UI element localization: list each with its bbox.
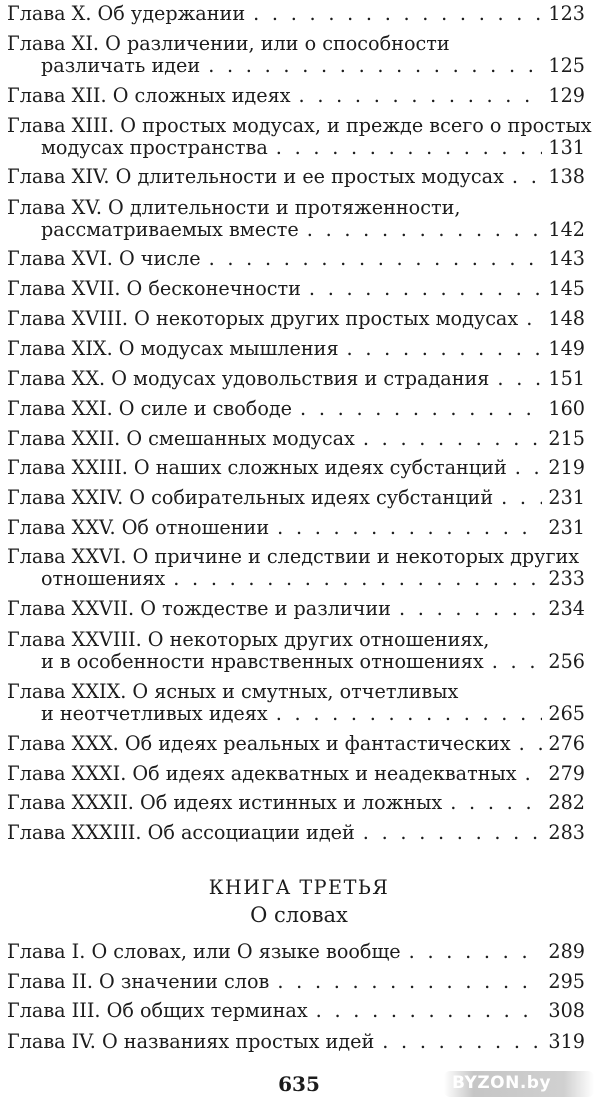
dot-leader <box>363 428 543 450</box>
toc-entry-page: 215 <box>548 427 585 450</box>
dot-leader <box>173 568 542 590</box>
toc-entry-title: рассматриваемых вместе <box>41 218 299 241</box>
toc-entry <box>7 546 585 590</box>
dot-leader <box>276 137 543 159</box>
dot-leader <box>515 457 543 479</box>
toc-entry-title: Глава XXXI. Об идеях адекватных и неадекватных <box>7 762 517 785</box>
toc-entry-page: 233 <box>548 567 585 590</box>
toc-entry <box>7 197 585 241</box>
toc-entry-title: Глава II. О значении слов <box>7 970 270 993</box>
toc-entry <box>7 457 585 479</box>
toc-entry <box>7 517 585 539</box>
toc-entry-title: различать идеи <box>41 54 201 77</box>
toc-entry-title: Глава XIX. О модусах мышления <box>7 337 339 360</box>
toc-entry-page: 145 <box>548 277 585 300</box>
book-heading: КНИГА ТРЕТЬЯ <box>208 876 390 899</box>
toc-entry-title: Глава III. Об общих терминах <box>7 999 308 1022</box>
toc-entry-page: 279 <box>548 762 585 785</box>
toc-entry-title: Глава I. О словах, или О языке вообще <box>7 940 401 963</box>
toc-entry-title: Глава XXVI. О причине и следствии и некоторых других <box>7 545 580 568</box>
toc-entry-title: Глава XII. О сложных идеях <box>7 84 291 107</box>
toc-entry-title: Глава XXVIII. О некоторых других отношениях, <box>7 628 490 651</box>
toc-entry <box>7 487 585 509</box>
toc-entry-title: Глава XXIII. О наших сложных идеях субстанций <box>7 456 507 479</box>
toc-entry-page: 295 <box>548 970 585 993</box>
toc-entry-page: 129 <box>548 84 585 107</box>
toc-entry-title: Глава XVI. О числе <box>7 247 201 270</box>
toc-entry-title: Глава XV. О длительности и протяженности, <box>7 196 461 219</box>
dot-leader <box>208 55 542 77</box>
dot-leader <box>525 763 543 785</box>
toc-entry-page: 289 <box>548 940 585 963</box>
dot-leader <box>209 248 543 270</box>
toc-entry-title: Глава XIII. О простых модусах, и прежде всего о простых <box>7 114 592 137</box>
toc-entry <box>7 1031 585 1053</box>
dot-leader <box>316 1000 543 1022</box>
watermark-text: BYZON.by <box>452 1073 552 1093</box>
toc-entry-page: 219 <box>548 456 585 479</box>
dot-leader <box>501 487 542 509</box>
dot-leader <box>519 733 543 755</box>
toc-entry <box>7 166 585 188</box>
toc-entry-title: Глава XXI. О силе и свободе <box>7 397 293 420</box>
toc-entry-page: 265 <box>548 702 585 725</box>
toc-entry <box>7 629 585 673</box>
dot-leader <box>497 368 542 390</box>
toc-entry-title: Глава XI. О различении, или о способности <box>7 32 450 55</box>
toc-entry <box>7 3 585 25</box>
toc-entry <box>7 1000 585 1022</box>
toc-entry <box>7 114 592 159</box>
toc-entry-page: 231 <box>548 486 585 509</box>
toc-entry <box>7 941 585 963</box>
toc-entry <box>7 733 585 755</box>
toc-entry <box>7 368 585 390</box>
dot-leader <box>276 703 543 725</box>
toc-entry <box>7 763 585 785</box>
toc-entry-title: Глава XX. О модусах удовольствия и страдания <box>7 367 490 390</box>
dot-leader <box>347 338 543 360</box>
toc-entry-page: 123 <box>548 2 585 25</box>
dot-leader <box>409 941 543 963</box>
page-number: 635 <box>278 1072 320 1096</box>
toc-entry-page: 319 <box>548 1030 585 1053</box>
toc-entry <box>7 338 585 360</box>
toc-entry <box>7 598 585 620</box>
dot-leader <box>253 3 542 25</box>
dot-leader <box>307 219 543 241</box>
toc-entry-title: Глава XXII. О смешанных модусах <box>7 427 355 450</box>
toc-entry-page: 234 <box>548 597 585 620</box>
toc-entry-page: 148 <box>548 307 585 330</box>
toc-entry-title: Глава XXVII. О тождестве и различии <box>7 597 391 620</box>
toc-entry-page: 282 <box>548 791 585 814</box>
toc-entry-page: 160 <box>548 397 585 420</box>
toc-entry-title: Глава IV. О названиях простых идей <box>7 1030 375 1053</box>
toc-entry-page: 138 <box>548 165 585 188</box>
toc-entry-page: 131 <box>548 136 585 159</box>
toc-entry-title: модусах пространства <box>41 136 268 159</box>
dot-leader <box>450 792 542 814</box>
toc-entry-page: 125 <box>548 54 585 77</box>
toc-entry-page: 143 <box>548 247 585 270</box>
dot-leader <box>512 166 542 188</box>
toc-entry <box>7 428 585 450</box>
toc-entry-title: Глава XXX. Об идеях реальных и фантастических <box>7 732 511 755</box>
toc-entry <box>7 822 585 844</box>
toc-entry-page: 308 <box>548 999 585 1022</box>
book-title: О словах <box>250 903 348 927</box>
dot-leader <box>363 822 543 844</box>
watermark-logo <box>444 1071 594 1097</box>
toc-entry-page: 283 <box>548 821 585 844</box>
toc-entry-title: Глава XVIII. О некоторых других простых модусах <box>7 307 519 330</box>
toc-entry-title: Глава X. Об удержании <box>7 2 246 25</box>
toc-entry-page: 256 <box>548 650 585 673</box>
toc-entry-page: 231 <box>548 516 585 539</box>
toc-entry-title: Глава XXV. Об отношении <box>7 516 270 539</box>
dot-leader <box>277 517 542 539</box>
toc-entry-page: 149 <box>548 337 585 360</box>
toc-entry <box>7 248 585 270</box>
toc-entry-title: Глава XXXIII. Об ассоциации идей <box>7 821 355 844</box>
toc-entry <box>7 398 585 420</box>
toc-entry <box>7 85 585 107</box>
toc-entry <box>7 308 585 330</box>
toc-entry-title: и в особенности нравственных отношениях <box>41 650 484 673</box>
toc-entry <box>7 33 585 77</box>
toc-entry <box>7 792 585 814</box>
dot-leader <box>382 1031 542 1053</box>
toc-entry-page: 276 <box>548 732 585 755</box>
toc-entry <box>7 278 585 300</box>
dot-leader <box>277 971 542 993</box>
toc-entry-title: и неотчетливых идеях <box>41 702 268 725</box>
toc-entry-page: 142 <box>548 218 585 241</box>
dot-leader <box>399 598 542 620</box>
toc-entry-title: отношениях <box>41 567 166 590</box>
dot-leader <box>492 651 543 673</box>
toc-entry-title: Глава XXIV. О собирательных идеях субстанций <box>7 486 494 509</box>
dot-leader <box>299 85 543 107</box>
toc-entry-title: Глава XXXII. Об идеях истинных и ложных <box>7 791 443 814</box>
toc-entry-title: Глава XIV. О длительности и ее простых модусах <box>7 165 504 188</box>
dot-leader <box>300 398 542 420</box>
toc-entry-title: Глава XVII. О бесконечности <box>7 277 301 300</box>
toc-entry <box>7 681 585 725</box>
toc-entry <box>7 971 585 993</box>
dot-leader <box>526 308 542 330</box>
toc-entry-page: 151 <box>548 367 585 390</box>
dot-leader <box>309 278 542 300</box>
toc-entry-title: Глава XXIX. О ясных и смутных, отчетливых <box>7 680 459 703</box>
